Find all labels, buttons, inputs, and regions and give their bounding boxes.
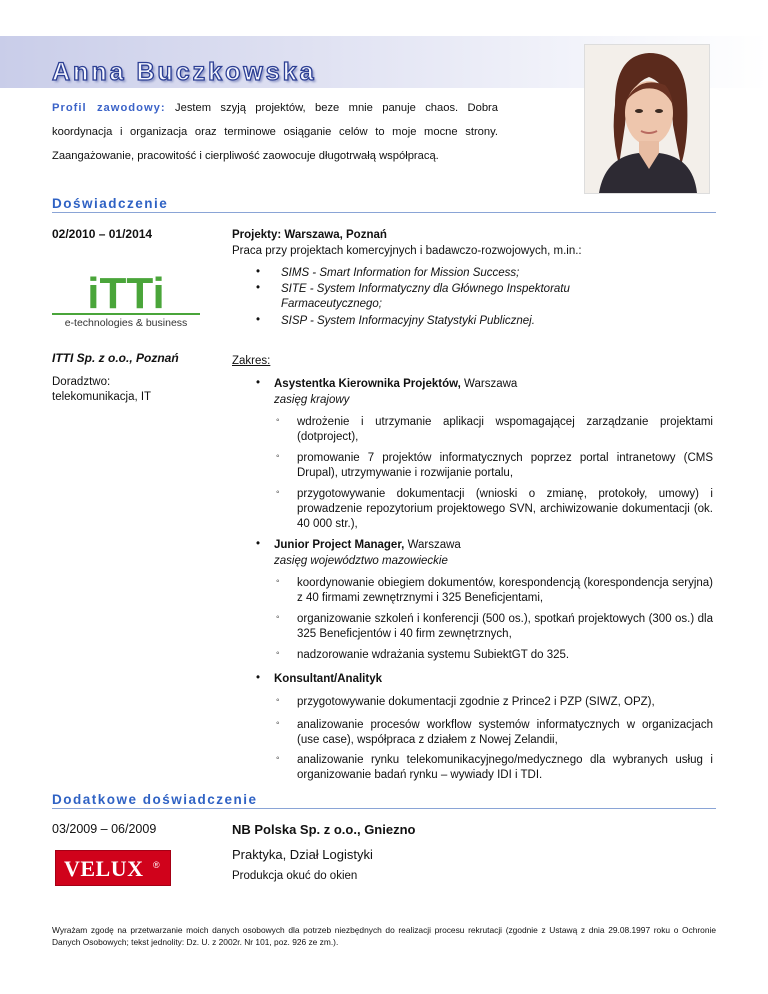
sub-bullet: ◦ xyxy=(276,576,280,587)
role-task: wdrożenie i utrzymanie aplikacji wspomagającej zarządzanie projektami (dotproject), xyxy=(297,416,713,443)
bullet: • xyxy=(256,266,261,278)
experience-company: ITTI Sp. z o.o., Poznań xyxy=(52,351,179,365)
itti-logo-wordmark: iTTi xyxy=(87,270,165,318)
projects-label: Projekty: xyxy=(232,229,282,241)
profile-label: Profil zawodowy: xyxy=(52,102,166,114)
additional-company: NB Polska Sp. z o.o., Gniezno xyxy=(232,822,416,837)
role-task: koordynowanie obiegiem dokumentów, korespondencją (korespondencja seryjna) z 40 firmami zewnętrznymi i 325 Beneficjentami, xyxy=(297,577,713,604)
itti-logo-tagline: e-technologies & business xyxy=(64,317,188,329)
registered-mark: ® xyxy=(153,860,160,870)
role-task: analizowanie rynku telekomunikacyjnego/medycznego dla wybranych usług i organizowanie badań rynku – wywiady IDI i TDI. xyxy=(297,754,713,781)
bullet: • xyxy=(256,672,261,684)
profile-text: Jestem szyją projektów, beze mnie panuje chaos. Dobra koordynacja i organizacja oraz terminowe osiąganie celów to moje mocne strony. Zaangażowanie, pracowitość i cierpliwość zaowocuje długotrwałą współpracą. xyxy=(52,102,498,162)
role-reach: zasięg województwo mazowieckie xyxy=(274,555,448,567)
scope-label: Zakres: xyxy=(232,355,271,367)
sub-bullet: ◦ xyxy=(276,487,280,498)
velux-logo xyxy=(55,850,171,886)
role-task: promowanie 7 projektów informatycznych poprzez portal intranetowy (CMS Drupal), utrzymywanie i rozwijanie portalu, xyxy=(297,452,713,479)
role-city: Warszawa xyxy=(407,539,461,551)
sub-bullet: ◦ xyxy=(276,695,280,706)
additional-desc: Produkcja okuć do okien xyxy=(232,870,358,882)
sub-bullet: ◦ xyxy=(276,451,280,462)
itti-logo-graphic xyxy=(52,270,200,330)
role-reach: zasięg krajowy xyxy=(274,394,350,406)
role-task: przygotowywanie dokumentacji (wnioski o zmianę, protokoły, umowy) i prowadzenie repozytorium projektowego SVN, archiwizowanie dokumentacji (ok. 40 000 str.), xyxy=(297,488,713,530)
bullet: • xyxy=(256,538,261,550)
project-item: SITE - System Informatyczny dla Głównego Inspektoratu Farmaceutycznego; xyxy=(281,283,570,310)
experience-field: Doradztwo: telekomunikacja, IT xyxy=(52,376,152,403)
role-title: Junior Project Manager, xyxy=(274,539,405,551)
candidate-name: Anna Buczkowska xyxy=(52,58,317,86)
bullet: • xyxy=(256,314,261,326)
role-title-line xyxy=(274,538,461,553)
projects-heading xyxy=(232,228,387,243)
role-task: analizowanie procesów workflow systemów informatycznych w organizacjach (use case), współpraca z działem z Nowej Zelandii, xyxy=(297,719,713,746)
sub-bullet: ◦ xyxy=(276,612,280,623)
portrait-illustration xyxy=(585,45,709,193)
sub-bullet: ◦ xyxy=(276,753,280,764)
sub-bullet: ◦ xyxy=(276,718,280,729)
role-task: organizowanie szkoleń i konferencji (500 os.), spotkań projektowych (300 os.) dla 325 Beneficjentów i 40 firm zewnętrznych, xyxy=(297,613,713,640)
projects-intro: Praca przy projektach komercyjnych i badawczo-rozwojowych, m.in.: xyxy=(232,245,582,257)
experience-period: 02/2010 – 01/2014 xyxy=(52,227,153,241)
section-experience-title: Doświadczenie xyxy=(52,196,716,213)
gdpr-consent-clause: Wyrażam zgodę na przetwarzanie moich danych osobowych dla potrzeb niezbędnych do realizacji procesu rekrutacji (zgodnie z Ustawą z dnia 29.08.1997 roku o Ochronie Danych Osobowych; tekst jednolity: Dz. U. z 2002r. Nr 101, poz. 926 ze zm.). xyxy=(52,925,716,947)
bullet: • xyxy=(256,282,261,294)
project-item: SISP - System Informacyjny Statystyki Publicznej. xyxy=(281,315,535,327)
project-item: SIMS - Smart Information for Mission Success; xyxy=(281,267,520,279)
additional-period: 03/2009 – 06/2009 xyxy=(52,822,157,836)
sub-bullet: ◦ xyxy=(276,415,280,426)
role-title: Konsultant/Analityk xyxy=(274,673,382,685)
role-city: Warszawa xyxy=(464,378,518,390)
role-title: Asystentka Kierownika Projektów, xyxy=(274,378,461,390)
itti-logo xyxy=(52,270,200,330)
additional-role: Praktyka, Dział Logistyki xyxy=(232,847,373,862)
sub-bullet: ◦ xyxy=(276,648,280,659)
profile-summary xyxy=(52,96,498,168)
role-title-line xyxy=(274,377,517,392)
profile-photo xyxy=(584,44,710,194)
role-task: nadzorowanie wdrażania systemu SubiektGT do 325. xyxy=(297,649,570,661)
velux-wordmark: VELUX xyxy=(64,856,144,881)
bullet: • xyxy=(256,377,261,389)
section-additional-title: Dodatkowe doświadczenie xyxy=(52,792,716,809)
projects-location: Warszawa, Poznań xyxy=(284,229,387,241)
role-task: przygotowywanie dokumentacji zgodnie z Prince2 i PZP (SIWZ, OPZ), xyxy=(297,696,655,708)
